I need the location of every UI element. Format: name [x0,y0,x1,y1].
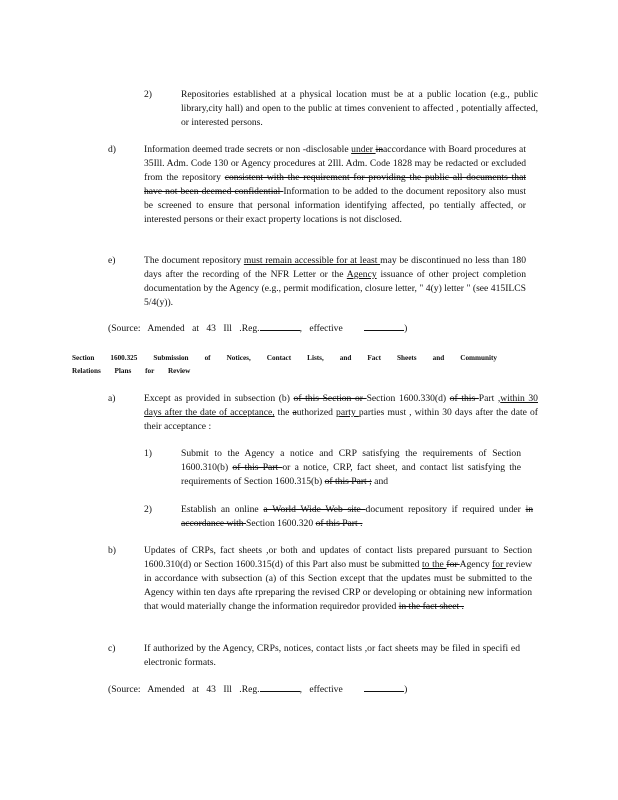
text-run: parties must , within 30 days after the date of their acceptance : [144,407,538,432]
blank-line [260,682,300,692]
deleted-text: a [292,407,297,418]
item-label: 2) [144,89,152,100]
text-run: Information to be added to the document repository also must be screened to ensure that personal information identifying affected, po tentially affected, or interested persons or their exact property locations is not disclosed. [144,186,526,225]
item-e-text [144,254,526,310]
text-run: issuance of other project completion documentation by the Agency (e.g., permit modification, closure letter, " 4(y) letter " (see 415ILCS 5/4(y)). [144,269,526,308]
text-run: Except as provided in subsection (b) [144,393,294,404]
item-a-text [144,392,538,434]
source-note [108,321,407,336]
deleted-text: in the fact sheet . [398,601,464,612]
source-text: ) [404,684,408,695]
text-run: Updates of CRPs, fact sheets ,or both and updates of contact lists prepared pursuant to Section 1600.310(d) or Section 1600.315(d) of this Part also must be submitted [144,545,532,570]
text-run: Establish an online [181,504,264,515]
deleted-text: of this Part [232,462,283,473]
text-run: Agency [459,559,493,570]
deleted-text: of this Part ; [324,476,372,487]
item-a2-text [181,503,533,531]
text-run: or a notice, CRP, fact sheet, and contact list satisfying the requirements of Section 1600.315(b) [181,462,521,487]
deleted-text: of this Section or [293,393,367,404]
text-run: the [274,407,293,418]
text-run: Submit to the Agency a notice and CRP satisfying the requirements of Section 1600.310(b) [181,448,521,473]
source-text: , effective [299,323,343,334]
deleted-text: consistent with the requirement for providing the public all documents that have not been deemed confidential [144,172,527,197]
source-note [108,682,407,697]
item-label: b) [108,545,116,556]
source-text: ) [404,323,408,334]
text-run: review in accordance with subsection (a) of this Section except that the updates must be submitted to the Agency within ten days afte rpreparing the revised CRP or developing or obtaining new information that would materially change the information requiredor provided [144,559,533,612]
section-heading [72,352,532,378]
source-text: (Source: Amended at 43 Ill .Reg. [108,323,260,334]
item-c-text: If authorized by the Agency, CRPs, notices, contact lists ,or fact sheets may be filed in specifi ed electronic formats. [144,643,520,668]
item-label: 1) [144,448,152,459]
deleted-text: in [375,144,384,155]
inserted-text: Agency [346,269,377,280]
section-heading-line: Relations Plans for Review [72,367,191,375]
deleted-text: of this Part . [315,518,363,529]
inserted-text: for [492,559,506,570]
text-run: Section 1600.320 [246,518,316,529]
text-run: may be discontinued no less than 180 days after the recording of the NFR Letter or the [144,255,526,280]
text-run: Information deemed trade secrets or non -disclosable [144,144,352,155]
text-run: The document repository [144,255,244,266]
source-text: (Source: Amended at 43 Ill .Reg. [108,684,260,695]
text-run: document repository if required under [365,504,526,515]
deleted-text: in accordance with [181,504,534,529]
item-2-text: Repositories established at a physical location must be at a public location (e.g., public library,city hall) and open to the public at times convenient to affected , potentially affected, or interested persons. [181,89,538,128]
blank-line [260,321,300,331]
item-b-text [144,544,532,614]
text-run: and [371,476,389,487]
inserted-text: under [351,144,376,155]
item-label: d) [108,144,116,155]
inserted-text: party [336,407,359,418]
item-label: c) [108,643,116,654]
item-a1-text [181,447,521,489]
deleted-text: for [446,559,460,570]
text-run: accordance with Board procedures at 35Ill. Adm. Code 130 or Agency procedures at 2Ill. Adm. Code 1828 may be redacted or excluded from the repository [144,144,526,183]
deleted-text: of this [449,393,479,404]
item-d-text [144,143,526,227]
text-run: Part , [478,393,501,404]
item-label: 2) [144,504,152,515]
text-run: uthorized [296,407,337,418]
blank-line [364,321,404,331]
blank-line [364,682,404,692]
text-run: Section 1600.330(d) [366,393,450,404]
item-label: e) [108,255,116,266]
deleted-text: a World Wide Web site [263,504,366,515]
item-label: a) [108,393,116,404]
inserted-text: must remain accessible for at least [243,255,381,266]
source-text: , effective [299,684,343,695]
section-heading-line: Section 1600.325 Submission of Notices, Contact Lists, and Fact Sheets and Community [72,354,497,362]
inserted-text: to the [422,559,447,570]
inserted-text: within 30 days after the date of acceptance, [144,393,538,418]
